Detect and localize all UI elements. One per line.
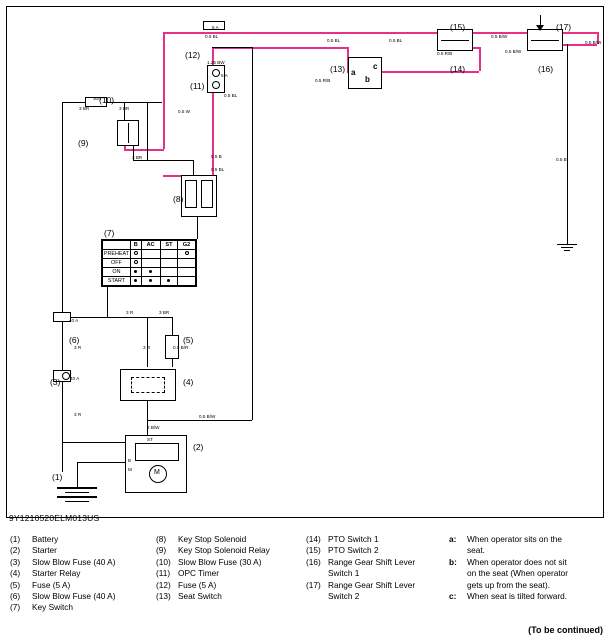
fuse-3-marker (62, 372, 70, 380)
wire-label: 0.5 B/W (491, 34, 508, 39)
wire-label: 0.5 BL (224, 93, 238, 98)
arrow-17-head (536, 25, 544, 31)
legend-item (306, 580, 451, 603)
wire-right-ground (567, 44, 568, 244)
legend-key: (2) (10, 545, 21, 556)
wire-magenta-left-down (163, 32, 165, 149)
wire-label: 1.25 BW (207, 60, 225, 65)
legend-text: Key Stop Solenoid Relay (178, 545, 270, 556)
legend-key: (11) (156, 568, 171, 579)
wire-4-right (147, 420, 252, 421)
legend-key: (10) (156, 556, 171, 567)
seat-switch-terminal-a: a (351, 68, 356, 77)
legend-key: (8) (156, 534, 167, 544)
wire-label: 0.5 BL (211, 167, 225, 172)
key-switch-table (101, 239, 197, 287)
continued-note: (To be continued) (528, 625, 603, 635)
legend-item (156, 568, 311, 579)
wire-label: B (128, 458, 132, 463)
wire-label: 3 BR (79, 106, 90, 111)
legend-text: Key Stop Solenoid (178, 534, 247, 544)
legend-key: (5) (10, 579, 21, 590)
legend-item (10, 557, 160, 568)
legend-text: Range Gear Shift Lever Switch 2 (328, 579, 416, 602)
pto-switch-contact (441, 40, 469, 41)
wire-magenta-14-down (479, 47, 481, 71)
legend-item (10, 602, 160, 613)
legend-text: When operator does not sit on the seat (When operator gets up from the seat). (467, 556, 569, 590)
legend-item (10, 534, 160, 545)
switch-row-on: ON (103, 268, 131, 277)
legend-text: Starter Relay (32, 568, 81, 579)
switch-col-st: ST (160, 241, 177, 250)
wire-label: 3 R (74, 412, 82, 417)
seat-switch-terminal-b: b (365, 75, 370, 84)
starter-motor-label: M (154, 469, 160, 476)
legend-key: (6) (10, 591, 21, 602)
wire-label: 0.5 B/W (505, 49, 522, 54)
solenoid-coil-2 (201, 180, 213, 208)
legend-key: (7) (10, 602, 21, 613)
callout-13: (13) (330, 64, 346, 74)
legend-item (306, 534, 451, 545)
legend-text: PTO Switch 2 (328, 545, 379, 556)
legend-text: Battery (32, 534, 59, 544)
wire-7-down (107, 287, 108, 317)
wire-label: 2 B/W (147, 425, 160, 430)
legend-text: Slow Blow Fuse (40 A) (32, 556, 116, 567)
opc-timer-terminal-1 (212, 69, 220, 77)
wire-label: 40 A (70, 376, 80, 381)
wire-label: 0.5 R/B (315, 78, 331, 83)
wire-5-up (172, 317, 173, 335)
wire-label: 0.5 BL (389, 38, 403, 43)
legend-key: (1) (10, 534, 21, 544)
wire-batt-left (62, 442, 63, 472)
relay-9-coil (128, 123, 129, 143)
legend-text: Slow Blow Fuse (30 A) (178, 556, 262, 567)
legend-text: When seat is tilted forward. (467, 591, 568, 602)
legend-key: (4) (10, 568, 21, 579)
wire-batt-neg (77, 462, 78, 487)
battery-plate-4 (65, 501, 89, 502)
switch-col-ac: AC (141, 241, 160, 250)
wire-label: 0.5 B/W (585, 40, 602, 45)
legend-text: Slow Blow Fuse (40 A) (32, 591, 116, 602)
ground-bar-2 (561, 247, 573, 248)
ground-bar-1 (557, 244, 577, 245)
callout-12: (12) (185, 50, 201, 60)
callout-17: (17) (556, 22, 572, 32)
legend-key: (13) (156, 591, 171, 602)
wire-label: 3 R (74, 345, 82, 350)
wire-label: 0.5 W (178, 109, 190, 114)
legend-item (156, 591, 311, 602)
wire-label: ST (147, 437, 153, 442)
wire-label: 40 A (69, 318, 79, 323)
battery-plate-3 (57, 496, 97, 498)
seat-switch-terminal-c: c (373, 62, 378, 71)
legend-key: (9) (156, 545, 167, 556)
wire-9-right-branch (147, 102, 148, 160)
callout-16: (16) (538, 64, 554, 74)
wire-label: 0.5 B (211, 154, 222, 159)
wire-left-main (62, 102, 63, 442)
wire-label: 3 R (143, 345, 151, 350)
legend-item (449, 591, 609, 602)
callout-11: (11) (190, 81, 205, 91)
legend-text: PTO Switch 1 (328, 534, 379, 544)
legend-column-2 (156, 534, 311, 602)
legend-key: (3) (10, 556, 21, 567)
switch-col-g2: G2 (178, 241, 196, 250)
starter-relay-inner (131, 377, 165, 393)
legend-key: (12) (156, 579, 171, 590)
legend-item (449, 534, 609, 557)
callout-7: (7) (104, 228, 115, 238)
wire-batt-pos (77, 462, 127, 463)
legend-column-1 (10, 534, 160, 614)
diagram-frame (6, 6, 604, 518)
legend-item (10, 591, 160, 602)
callout-14: (14) (450, 64, 466, 74)
wire-label: 0.5 BL (205, 34, 219, 39)
battery-plate-1 (57, 487, 97, 489)
wire-label: 3 BR (119, 106, 130, 111)
wire-4-feed (147, 317, 148, 367)
callout-8: (8) (173, 194, 184, 204)
wire-label: 3 BR (132, 155, 143, 160)
legend-item (10, 545, 160, 556)
starter-solenoid (135, 443, 179, 461)
legend-item (156, 557, 311, 568)
legend-text: Key Switch (32, 602, 74, 613)
legend-item (306, 545, 451, 556)
legend-column-4 (449, 534, 609, 602)
opc-timer-terminal-2 (212, 81, 220, 89)
callout-2: (2) (193, 442, 204, 452)
legend-column-3 (306, 534, 451, 602)
legend-key: (17) (306, 579, 321, 590)
wire-label: 5 A (212, 25, 219, 30)
switch-row-preheat: PREHEAT (103, 251, 129, 257)
legend-item (10, 580, 160, 591)
legend-text: Fuse (5 A) (178, 579, 217, 590)
wire-label: M (128, 467, 132, 472)
callout-6: (6) (69, 335, 80, 345)
legend-text: When operator sits on the seat. (467, 534, 563, 556)
wire-to-8 (133, 160, 193, 161)
legend-key: c: (449, 591, 457, 602)
wire-4-to-2 (147, 401, 148, 437)
range-gear-contact (531, 40, 559, 41)
legend-text: Seat Switch (178, 591, 222, 602)
wire-5-down (172, 359, 173, 367)
callout-3: (3) (50, 377, 61, 387)
legend-key: a: (449, 534, 457, 544)
solenoid-coil-1 (185, 180, 197, 208)
legend-text: Fuse (5 A) (32, 579, 71, 590)
wire-8-in (193, 160, 194, 176)
wire-label: 0.5 B (556, 157, 567, 162)
switch-row-start: START (103, 277, 131, 286)
wire-batt-top (62, 442, 127, 443)
legend-key: b: (449, 556, 457, 567)
legend-text: OPC Timer (178, 568, 220, 579)
wire-8-out (197, 217, 198, 239)
wire-10-right (107, 102, 162, 103)
callout-1: (1) (52, 472, 63, 482)
legend-item (156, 580, 311, 591)
wire-label: 0.5 B/W (199, 414, 216, 419)
wire-right-long (252, 47, 253, 420)
callout-9: (9) (78, 138, 89, 148)
legend-item (10, 568, 160, 579)
diagram-code: 9Y1210520ELM013US (9, 513, 100, 523)
wire-label: 0.5 B/R (173, 345, 189, 350)
wire-label: 30A (93, 96, 102, 101)
legend-item (306, 557, 451, 580)
battery-plate-2 (65, 492, 89, 493)
legend-text: Starter (32, 545, 57, 556)
legend-key: (14) (306, 534, 321, 544)
callout-15: (15) (450, 22, 466, 32)
legend-item (156, 534, 311, 545)
legend-item (449, 557, 609, 591)
switch-col-b: B (130, 241, 141, 250)
callout-4: (4) (183, 377, 194, 387)
legend-item (156, 545, 311, 556)
wire-7-bus (62, 317, 172, 318)
wire-label: 3 R (126, 310, 134, 315)
wire-label: 5 A (221, 73, 228, 78)
switch-row-off: OFF (103, 259, 131, 268)
legend-key: (15) (306, 545, 321, 556)
callout-5: (5) (183, 335, 194, 345)
wire-label: 3 BR (159, 310, 170, 315)
legend-text: Range Gear Shift Lever Switch 1 (328, 556, 416, 579)
wire-label: 0.5 BL (327, 38, 341, 43)
legend-key: (16) (306, 556, 321, 567)
callout-10: (10) (99, 95, 115, 105)
ground-bar-3 (564, 250, 570, 251)
wire-label: 0.5 R/B (437, 51, 453, 56)
wire-magenta-to-9 (124, 149, 164, 151)
wire-right-long-top (212, 47, 252, 48)
